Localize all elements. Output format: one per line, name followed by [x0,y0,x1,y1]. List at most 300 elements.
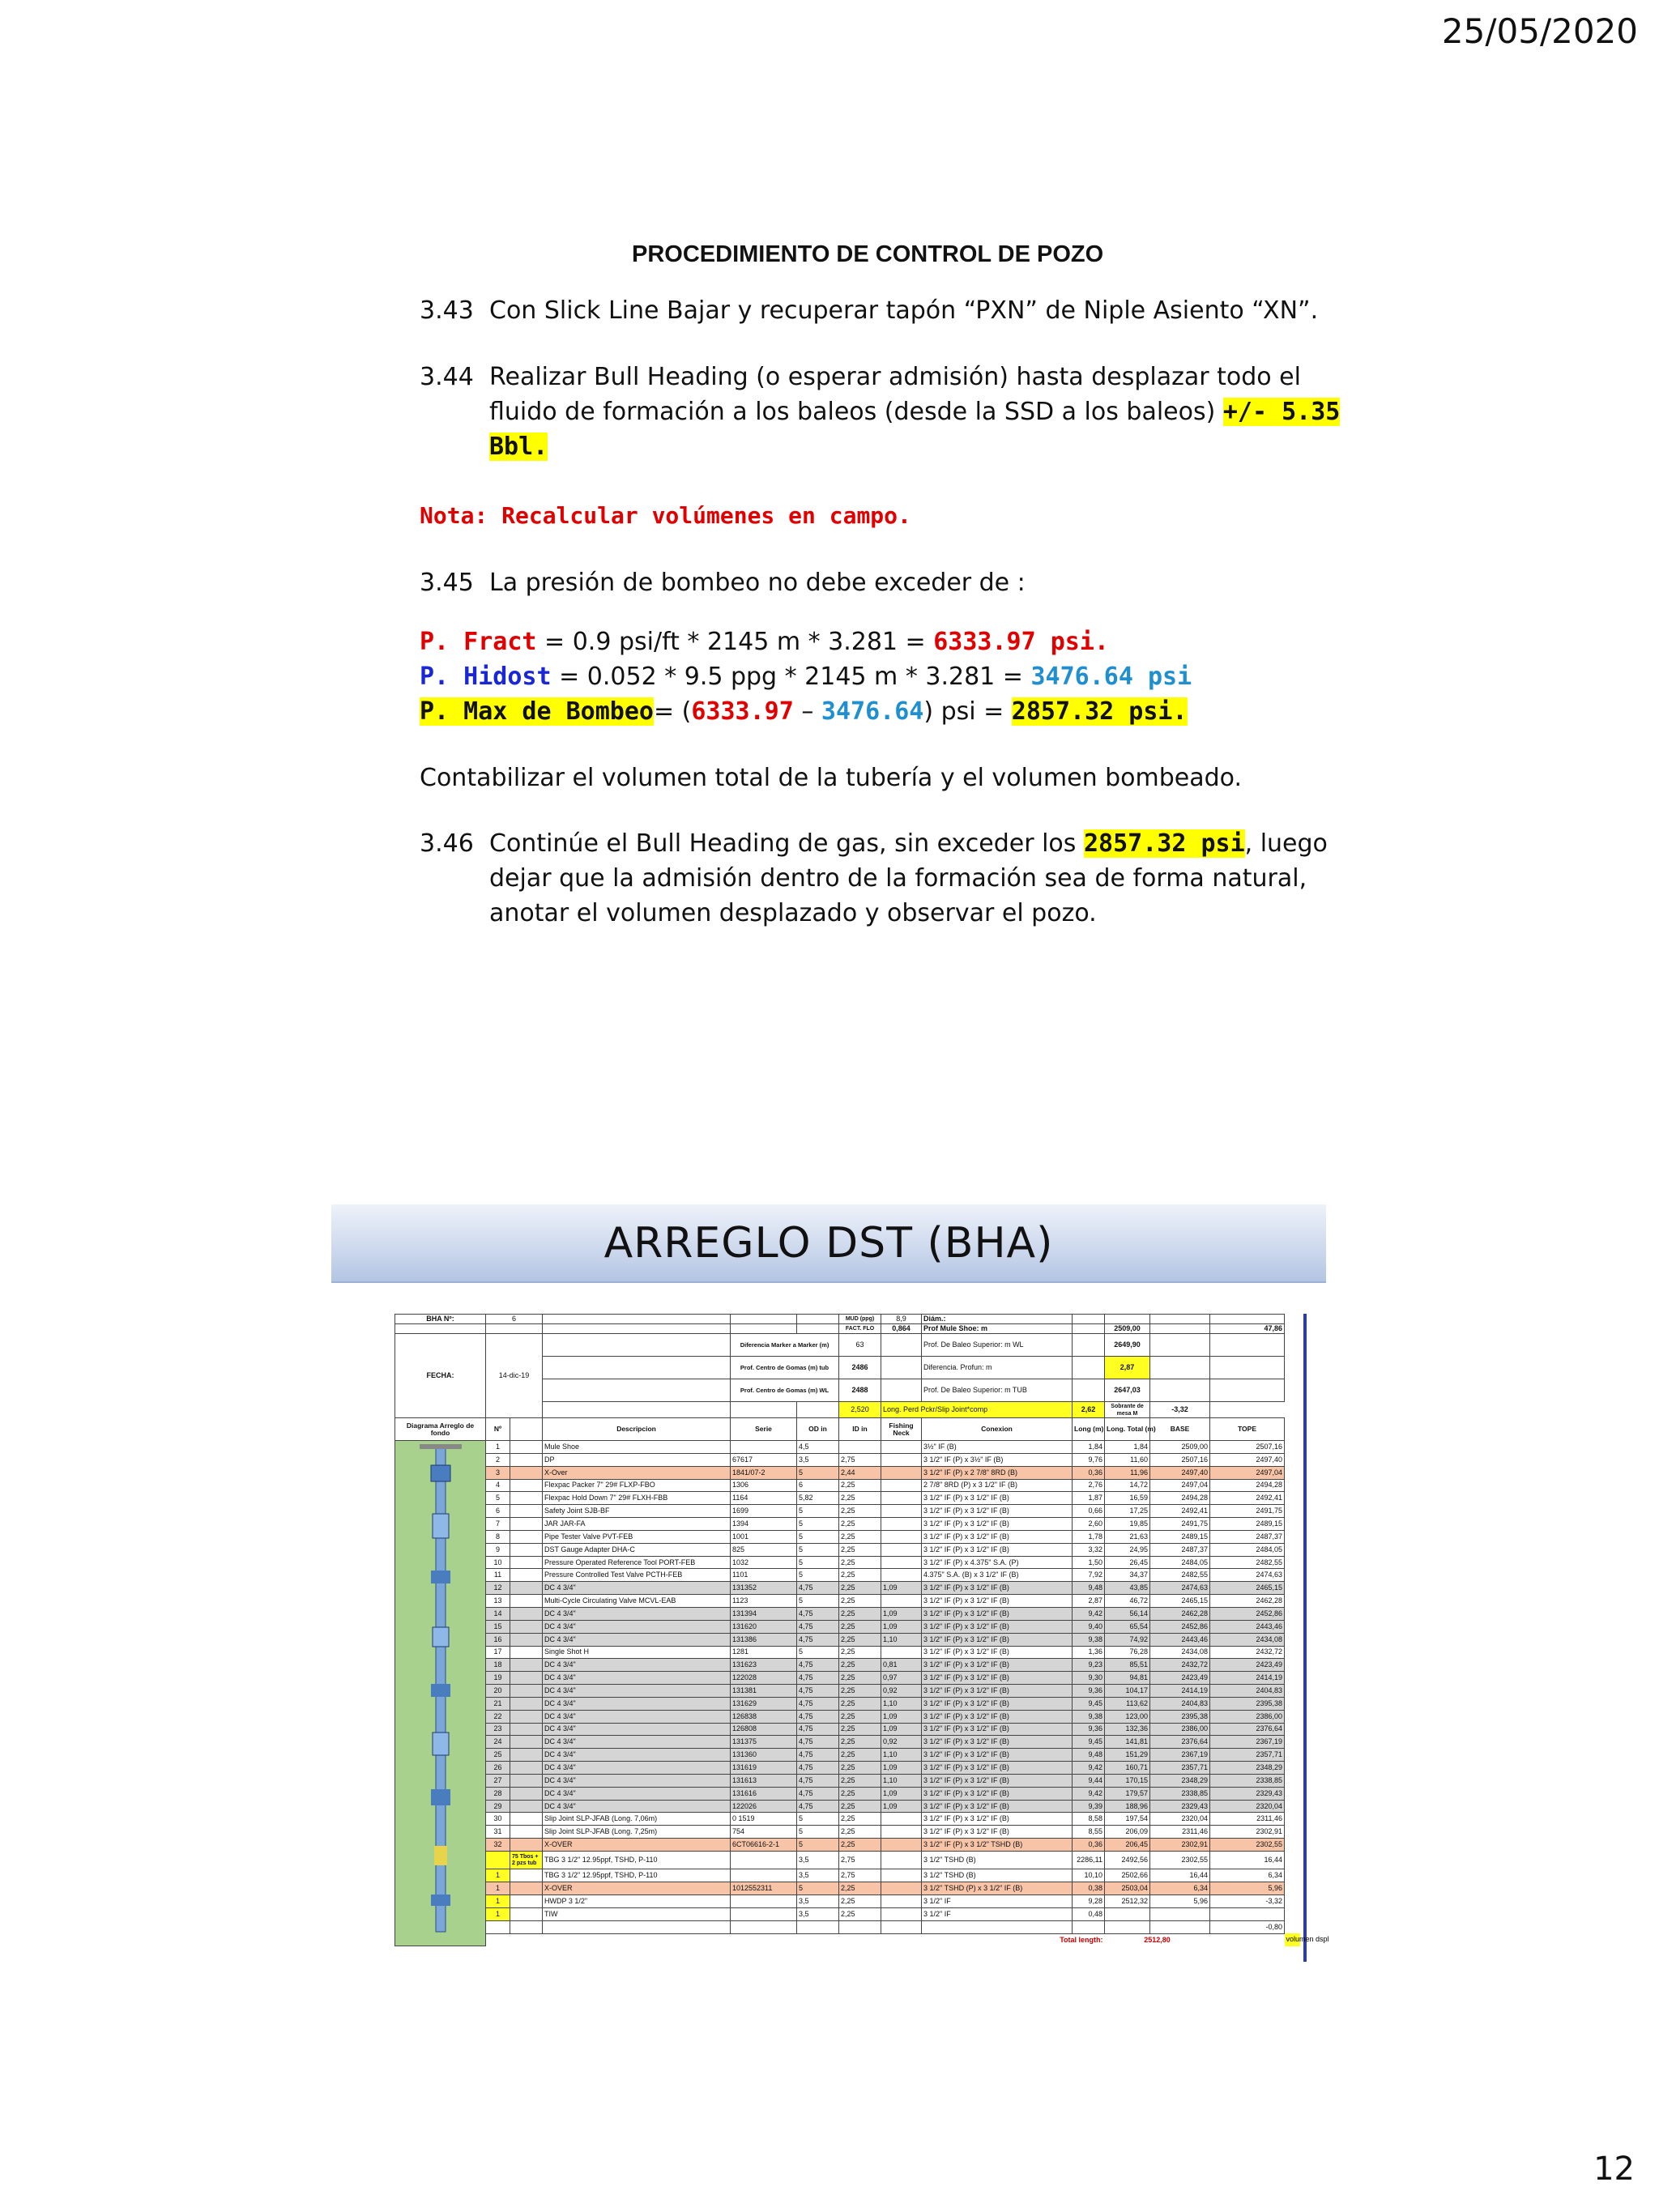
table-cell: 4,75 [797,1787,839,1800]
table-cell [510,1633,543,1646]
table-cell: 113,62 [1105,1697,1150,1710]
table-cell: 2329,43 [1150,1800,1210,1813]
table-cell: 22 [486,1710,510,1723]
table-cell: X-OVER [543,1839,731,1852]
table-cell: DC 4 3/4" [543,1787,731,1800]
step-number: 3.43 [420,296,474,325]
table-cell [510,1607,543,1620]
table-row [395,1620,1300,1633]
table-cell: 2,25 [839,1646,881,1659]
column-header: Descripcion [543,1418,731,1441]
table-row [395,1582,1300,1595]
table-cell: TIW [543,1907,731,1920]
table-cell: 5 [797,1505,839,1518]
table-cell [510,1736,543,1749]
table-cell: 24,95 [1105,1543,1150,1556]
table-cell: 1,84 [1073,1441,1105,1454]
table-cell: 126808 [731,1723,797,1736]
table-cell: 3 1/2" IF (P) x 3 1/2" IF (B) [922,1762,1073,1775]
bha-label: BHA Nº: [395,1315,486,1324]
table-cell: 197,54 [1105,1813,1150,1826]
table-cell [881,1839,922,1852]
table-row [395,1774,1300,1787]
table-cell: 4,75 [797,1659,839,1672]
table-cell: 4,5 [797,1441,839,1454]
table-cell: 3 1/2" IF (P) x 3 1/2" IF (B) [922,1774,1073,1787]
table-cell: 18 [486,1659,510,1672]
table-cell [510,1479,543,1492]
table-cell: DC 4 3/4" [543,1659,731,1672]
long-perd-value: 2,62 [1073,1402,1105,1418]
table-cell: 2414,19 [1150,1685,1210,1698]
table-cell: 3 1/2" IF (P) x 3 1/2" IF (B) [922,1672,1073,1685]
column-header [510,1418,543,1441]
table-cell: 2,44 [839,1466,881,1479]
table-cell: 3,5 [797,1852,839,1869]
table-cell: 2,75 [839,1869,881,1882]
column-header: BASE [1150,1418,1210,1441]
table-cell: 9,40 [1073,1620,1105,1633]
table-cell [881,1518,922,1531]
table-cell: 2414,19 [1210,1672,1285,1685]
table-cell [510,1646,543,1659]
table-cell: 3 1/2" IF (P) x 3 1/2" IF (B) [922,1723,1073,1736]
table-cell: X-Over [543,1466,731,1479]
table-cell [881,1441,922,1454]
table-cell: 3 1/2" IF [922,1907,1073,1920]
table-cell: 1032 [731,1556,797,1569]
table-row [395,1466,1300,1479]
pressure-highlight: 2857.32 psi [1083,829,1245,858]
table-cell [510,1907,543,1920]
table-cell: 2,25 [839,1479,881,1492]
table-cell: 2,25 [839,1826,881,1839]
table-cell: 30 [486,1813,510,1826]
table-cell: 1 [486,1882,510,1895]
table-cell: 1 [486,1907,510,1920]
dif-marker-label: Diferencia Marker a Marker (m) [731,1334,839,1357]
table-cell: 2395,38 [1150,1710,1210,1723]
table-cell: JAR JAR-FA [543,1518,731,1531]
table-cell: 2432,72 [1150,1659,1210,1672]
table-cell: 2,25 [839,1556,881,1569]
table-cell: 43,85 [1105,1582,1150,1595]
mule-label: Prof Mule Shoe: m [922,1324,1073,1334]
table-cell: 9,38 [1073,1710,1105,1723]
table-cell: 123,00 [1105,1710,1150,1723]
table-cell: 1,09 [881,1582,922,1595]
table-cell: 29 [486,1800,510,1813]
table-cell [731,1869,797,1882]
table-cell [510,1762,543,1775]
table-cell [839,1441,881,1454]
table-cell: 1,09 [881,1762,922,1775]
table-cell: Slip Joint SLP-JFAB (Long. 7,06m) [543,1813,731,1826]
table-cell: 2509,00 [1150,1441,1210,1454]
p-max-unit: ) psi = [923,697,1012,726]
table-cell: 5 [797,1826,839,1839]
table-cell: 2494,28 [1210,1479,1285,1492]
table-cell: 2302,91 [1150,1839,1210,1852]
table-cell: -3,32 [1210,1895,1285,1908]
table-row [395,1869,1300,1882]
table-cell: 11,60 [1105,1453,1150,1466]
table-cell: 131619 [731,1762,797,1775]
table-cell: 3 1/2" IF (P) x 3 1/2" TSHD (B) [922,1839,1073,1852]
table-cell [881,1882,922,1895]
step-text: fluido de formación a los baleos (desde la SSD a los baleos) [489,398,1216,426]
table-cell [881,1505,922,1518]
table-cell: 2,25 [839,1895,881,1908]
fact-label: FACT. FLO [839,1324,881,1334]
table-cell [510,1543,543,1556]
table-cell: 3 1/2" TSHD (P) x 3 1/2" IF (B) [922,1882,1073,1895]
table-cell: 2487,37 [1210,1530,1285,1543]
table-cell: 4,75 [797,1723,839,1736]
table-cell: 1699 [731,1505,797,1518]
table-cell: 3 1/2" IF (P) x 3 1/2" IF (B) [922,1813,1073,1826]
step-3-46 [420,829,1328,858]
table-cell: 2,25 [839,1607,881,1620]
table-cell [510,1518,543,1531]
table-cell: 188,96 [1105,1800,1150,1813]
mud-value: 8,9 [881,1315,922,1324]
table-cell: 3 1/2" IF (P) x 2 7/8" 8RD (B) [922,1466,1073,1479]
table-cell: 0,36 [1073,1839,1105,1852]
table-cell: 2474,63 [1150,1582,1210,1595]
table-cell: 2,25 [839,1518,881,1531]
table-cell: 4,75 [797,1607,839,1620]
table-cell: 3 1/2" IF (P) x 3 1/2" IF (B) [922,1685,1073,1698]
diam-label: Diám.: [922,1315,1073,1324]
table-cell: 0,81 [881,1659,922,1672]
table-cell: 1,10 [881,1774,922,1787]
table-cell: 3 1/2" IF [922,1895,1073,1908]
p-max-eq: = ( [653,697,692,726]
column-header: Diagrama Arreglo de fondo [395,1418,486,1441]
total-label: Total length: [1060,1935,1103,1944]
long-perd-label: Long. Perd Pckr/Slip Joint*comp [881,1402,1073,1418]
table-cell: 2,60 [1073,1518,1105,1531]
table-cell: 14,72 [1105,1479,1150,1492]
table-cell: 4,75 [797,1685,839,1698]
table-cell [881,1530,922,1543]
table-cell: 2497,04 [1210,1466,1285,1479]
table-cell: 2395,38 [1210,1697,1285,1710]
table-row [395,1556,1300,1569]
nota: Nota: Recalcular volúmenes en campo. [420,502,911,529]
table-cell: 94,81 [1105,1672,1150,1685]
table-cell: 32 [486,1839,510,1852]
table-cell: Flexpac Hold Down 7" 29# FLXH-FBB [543,1492,731,1505]
table-cell: 24 [486,1736,510,1749]
table-row [395,1479,1300,1492]
table-cell [881,1595,922,1608]
step-3-43 [420,296,1318,325]
table-row [395,1697,1300,1710]
table-cell: 26 [486,1762,510,1775]
table-cell: DP [543,1453,731,1466]
table-cell: 9,45 [1073,1697,1105,1710]
table-cell [510,1505,543,1518]
table-cell [731,1441,797,1454]
column-header: Long (m) [1073,1418,1105,1441]
table-cell: 2302,55 [1150,1852,1210,1869]
table-cell: 16,44 [1150,1869,1210,1882]
table-cell: 2338,85 [1150,1787,1210,1800]
table-cell [510,1826,543,1839]
table-cell: 122026 [731,1800,797,1813]
step-number: 3.46 [420,829,474,858]
table-cell: 74,92 [1105,1633,1150,1646]
table-cell: 2 7/8" 8RD (P) x 3 1/2" IF (B) [922,1479,1073,1492]
table-cell: TBG 3 1/2" 12.95ppf, TSHD, P-110 [543,1869,731,1882]
table-cell: 3½" IF (B) [922,1441,1073,1454]
table-cell: 4,75 [797,1800,839,1813]
table-cell: 1 [486,1441,510,1454]
table-cell: 2452,86 [1150,1620,1210,1633]
table-cell: 7,92 [1073,1569,1105,1582]
total-value: 2512,80 [1144,1935,1171,1944]
table-cell: 5 [797,1466,839,1479]
table-cell: 6,34 [1150,1882,1210,1895]
table-cell: 5 [797,1839,839,1852]
table-cell: 9,28 [1073,1895,1105,1908]
table-cell: Pressure Operated Reference Tool PORT-FEB [543,1556,731,1569]
table-cell: 2376,64 [1210,1723,1285,1736]
table-cell [486,1852,510,1869]
table-cell [881,1569,922,1582]
p-max-label: P. Max de Bombeo [420,697,654,726]
table-row [395,1685,1300,1698]
table-cell: 3 [486,1466,510,1479]
table-cell: 1,84 [1105,1441,1150,1454]
table-cell: 131620 [731,1620,797,1633]
table-cell: 4,75 [797,1762,839,1775]
sobrante-value: -3,32 [1150,1402,1210,1418]
table-cell: 8,55 [1073,1826,1105,1839]
table-cell: 16,44 [1210,1852,1285,1869]
table-cell: 151,29 [1105,1749,1150,1762]
bha-header [395,1315,1300,1418]
table-cell: 26,45 [1105,1556,1150,1569]
table-row [395,1882,1300,1895]
step-3-46-line2: dejar que la admisión dentro de la formación sea de forma natural, [489,864,1307,893]
table-cell: 2348,29 [1150,1774,1210,1787]
table-row [395,1710,1300,1723]
table-cell [881,1466,922,1479]
baleo-tub-label: Prof. De Baleo Superior: m TUB [922,1379,1073,1402]
table-cell: 1,36 [1073,1646,1105,1659]
volume-unit-highlight: Bbl. [489,433,548,461]
table-cell: 131613 [731,1774,797,1787]
table-cell: DC 4 3/4" [543,1685,731,1698]
table-cell [510,1672,543,1685]
table-cell: 3 1/2" IF (P) x 3 1/2" IF (B) [922,1826,1073,1839]
table-cell: 3 1/2" IF (P) x 3 1/2" IF (B) [922,1530,1073,1543]
table-cell [731,1852,797,1869]
table-cell: 9,48 [1073,1582,1105,1595]
table-cell: 4,75 [797,1672,839,1685]
table-cell [881,1813,922,1826]
step-text: Con Slick Line Bajar y recuperar tapón “PXN” de Niple Asiento “XN”. [489,296,1319,325]
table-cell: DC 4 3/4" [543,1633,731,1646]
table-cell: 2494,28 [1150,1492,1210,1505]
table-cell: 9 [486,1543,510,1556]
table-cell [510,1441,543,1454]
table-cell: 2492,41 [1210,1492,1285,1505]
table-row [395,1569,1300,1582]
table-cell: 3 1/2" IF (P) x 3 1/2" IF (B) [922,1543,1073,1556]
table-cell: 1394 [731,1518,797,1531]
column-header: Fishing Neck [881,1418,922,1441]
table-cell: 3 1/2" IF (P) x 3 1/2" IF (B) [922,1492,1073,1505]
table-cell: 1,50 [1073,1556,1105,1569]
tool-string-diagram-icon [395,1441,486,1943]
table-cell: 3 1/2" TSHD (B) [922,1852,1073,1869]
table-cell: TBG 3 1/2" 12.95ppf, TSHD, P-110 [543,1852,731,1869]
table-cell: 0,92 [881,1736,922,1749]
table-row [395,1595,1300,1608]
table-cell [510,1839,543,1852]
table-cell: 2,25 [839,1762,881,1775]
table-cell: 2,25 [839,1749,881,1762]
gomas-wl-label: Prof. Centro de Gomas (m) WL [731,1379,839,1402]
table-cell: 8,58 [1073,1813,1105,1826]
table-cell: 1,10 [881,1697,922,1710]
table-cell: 131623 [731,1659,797,1672]
table-cell: 3 1/2" IF (P) x 3 1/2" IF (B) [922,1787,1073,1800]
table-cell: 16 [486,1633,510,1646]
table-cell: Slip Joint SLP-JFAB (Long. 7,25m) [543,1826,731,1839]
step-number: 3.45 [420,569,474,597]
dif-profun-value: 2,87 [1105,1357,1150,1379]
table-cell: 2482,55 [1210,1556,1285,1569]
column-header: Long. Total (m) [1105,1418,1150,1441]
table-cell [881,1453,922,1466]
table-cell: 179,57 [1105,1787,1150,1800]
fecha-value: 14-dic-19 [486,1334,543,1418]
table-cell: 2338,85 [1210,1774,1285,1787]
table-cell: 3,5 [797,1869,839,1882]
table-cell: DC 4 3/4" [543,1697,731,1710]
volumen-label: volumen dspl [1285,1933,1300,1946]
table-cell: DC 4 3/4" [543,1582,731,1595]
table-cell: 5 [797,1569,839,1582]
table-cell: 21,63 [1105,1530,1150,1543]
fecha-label: FECHA: [395,1334,486,1418]
table-cell: 2,25 [839,1595,881,1608]
table-cell: 9,23 [1073,1659,1105,1672]
table-cell: 76,28 [1105,1646,1150,1659]
table-cell: 2367,19 [1150,1749,1210,1762]
table-cell: 9,30 [1073,1672,1105,1685]
table-cell [1105,1907,1150,1920]
table-cell: 170,15 [1105,1774,1150,1787]
table-cell: 0,97 [881,1672,922,1685]
table-cell: 4,75 [797,1582,839,1595]
table-row [395,1441,1300,1454]
table-cell: 9,44 [1073,1774,1105,1787]
table-cell: 2,25 [839,1530,881,1543]
table-cell [1150,1907,1210,1920]
table-row [395,1762,1300,1775]
table-cell: 9,38 [1073,1633,1105,1646]
p-max-b: 3476.64 [821,697,924,726]
table-cell: 5 [797,1595,839,1608]
table-cell: 2357,71 [1150,1762,1210,1775]
table-cell: 27 [486,1774,510,1787]
table-cell: 23 [486,1723,510,1736]
table-cell: 17,25 [1105,1505,1150,1518]
table-cell: 4,75 [797,1774,839,1787]
table-cell: 2386,00 [1150,1723,1210,1736]
p-max-minus: – [793,697,821,726]
table-row [395,1633,1300,1646]
table-cell: 2489,15 [1210,1518,1285,1531]
table-cell: 122028 [731,1672,797,1685]
table-cell: 2,25 [839,1839,881,1852]
table-row [395,1723,1300,1736]
table-cell: DC 4 3/4" [543,1749,731,1762]
table-row [395,1839,1300,1852]
table-cell: 4,75 [797,1620,839,1633]
table-row [395,1813,1300,1826]
table-cell [881,1492,922,1505]
table-cell: 141,81 [1105,1736,1150,1749]
table-cell: 65,54 [1105,1620,1150,1633]
table-cell: 1281 [731,1646,797,1659]
table-cell: 1123 [731,1595,797,1608]
table-cell: 19,85 [1105,1518,1150,1531]
table-cell: 104,17 [1105,1685,1150,1698]
table-cell: 6 [797,1479,839,1492]
table-row [395,1453,1300,1466]
table-cell [510,1895,543,1908]
table-cell: DC 4 3/4" [543,1762,731,1775]
table-cell: 11,96 [1105,1466,1150,1479]
table-cell: 3 1/2" IF (P) x 3 1/2" IF (B) [922,1697,1073,1710]
p-max-line [420,697,1188,726]
table-cell: 2329,43 [1210,1787,1285,1800]
table-cell [510,1492,543,1505]
table-cell: 2,76 [1073,1479,1105,1492]
table-cell: 2491,75 [1210,1505,1285,1518]
bha-table [394,1314,1329,1946]
table-cell: 2,75 [839,1453,881,1466]
table-cell: 2,25 [839,1685,881,1698]
table-cell: 3 1/2" IF (P) x 3½" IF (B) [922,1453,1073,1466]
table-cell: 6,34 [1210,1869,1285,1882]
table-cell: 3 1/2" IF (P) x 3 1/2" IF (B) [922,1505,1073,1518]
table-cell: 67617 [731,1453,797,1466]
table-cell: 2487,37 [1150,1543,1210,1556]
table-cell: 16,59 [1105,1492,1150,1505]
table-cell: 2423,49 [1150,1672,1210,1685]
table-cell: 131375 [731,1736,797,1749]
table-cell [510,1869,543,1882]
table-cell: 6CT06616-2-1 [731,1839,797,1852]
slide-title: PROCEDIMIENTO DE CONTROL DE POZO [632,241,1104,267]
table-cell: 2482,55 [1150,1569,1210,1582]
baleo-wl-value: 2649,90 [1105,1334,1150,1357]
table-cell: DC 4 3/4" [543,1710,731,1723]
table-cell: 160,71 [1105,1762,1150,1775]
table-cell: 1,09 [881,1723,922,1736]
table-cell: 1306 [731,1479,797,1492]
table-cell: 0,38 [1073,1882,1105,1895]
p-fract-line [420,628,1109,656]
